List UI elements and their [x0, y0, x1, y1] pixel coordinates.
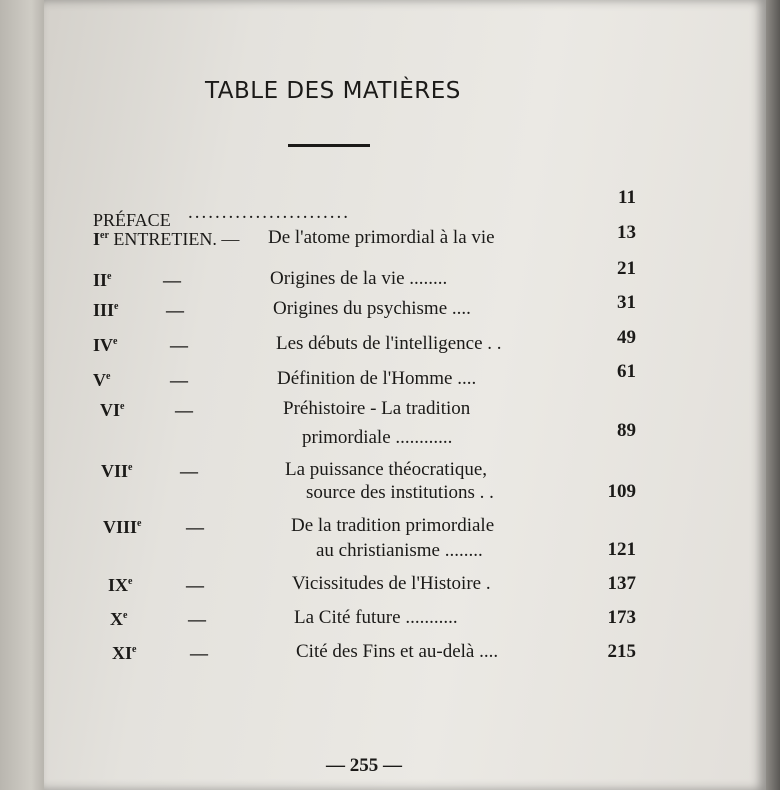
toc-page-number: 173	[607, 607, 636, 628]
toc-entry-dash: —	[175, 400, 193, 420]
toc-entry-title: au christianisme ........	[316, 540, 483, 561]
toc-entry-title: La Cité future ...........	[294, 607, 458, 628]
toc-entry-title: Cité des Fins et au-delà ....	[296, 641, 499, 662]
toc-page-number: 21	[617, 258, 636, 279]
toc-entry-dash: —	[186, 575, 204, 595]
title-underline	[288, 144, 370, 147]
toc-page-number: 31	[617, 292, 636, 313]
toc-entry-label: IIIe	[93, 300, 119, 320]
toc-entry-dash: —	[163, 270, 181, 290]
toc-entry-title: primordiale ............	[302, 427, 453, 448]
toc-entry-label: VIIe	[101, 461, 133, 481]
toc-entry-dash: —	[186, 517, 204, 537]
toc-entry-label: XIe	[112, 643, 137, 663]
toc-entry-title: Vicissitudes de l'Histoire .	[292, 573, 491, 594]
toc-entry-title: Définition de l'Homme ....	[277, 368, 477, 389]
toc-entry-dash: —	[166, 300, 184, 320]
toc-entry-title: source des institutions . .	[306, 482, 494, 503]
toc-entry-label: Xe	[110, 609, 128, 629]
toc-entry-label: IVe	[93, 335, 118, 355]
toc-entry-label: Ier ENTRETIEN. —	[93, 229, 240, 249]
toc-entry-label: VIe	[100, 400, 125, 420]
toc-page-number: 13	[617, 222, 636, 243]
toc-entry-label: VIIIe	[103, 517, 142, 537]
toc-page-number: 215	[607, 641, 636, 662]
right-page-edge	[766, 0, 780, 790]
toc-page-number: 121	[607, 539, 636, 560]
toc-entry-dash: —	[180, 461, 198, 481]
toc-entry-dash: —	[190, 643, 208, 663]
toc-page-number: 89	[617, 420, 636, 441]
toc-entry-dash: —	[188, 609, 206, 629]
toc-entry-dash: —	[170, 335, 188, 355]
book-page	[44, 0, 766, 790]
toc-entry-title: De l'atome primordial à la vie	[268, 227, 495, 248]
toc-entry-title: Origines de la vie ........	[270, 268, 448, 289]
toc-page-number: 137	[607, 573, 636, 594]
toc-entry-label: PRÉFACE	[93, 210, 171, 230]
toc-entry-title: La puissance théocratique,	[285, 459, 488, 480]
toc-entry-title: Origines du psychisme ....	[273, 298, 471, 319]
toc-page-number: 49	[617, 327, 636, 348]
toc-page-number: 61	[617, 361, 636, 382]
toc-entry-title: Les débuts de l'intelligence . .	[276, 333, 502, 354]
toc-entry-dash: —	[170, 370, 188, 390]
toc-entry-title: ........................	[188, 202, 350, 223]
toc-entry-title: Préhistoire - La tradition	[283, 398, 471, 419]
toc-entry-label: IXe	[108, 575, 133, 595]
toc-page-number: 11	[618, 187, 636, 208]
page-title: TABLE DES MATIÈRES	[205, 78, 461, 104]
toc-entry-label: Ve	[93, 370, 111, 390]
toc-page-number: 109	[607, 481, 636, 502]
toc-entry-label: IIe	[93, 270, 112, 290]
page-number: — 255 —	[326, 755, 402, 776]
toc-entry-title: De la tradition primordiale	[291, 515, 495, 536]
